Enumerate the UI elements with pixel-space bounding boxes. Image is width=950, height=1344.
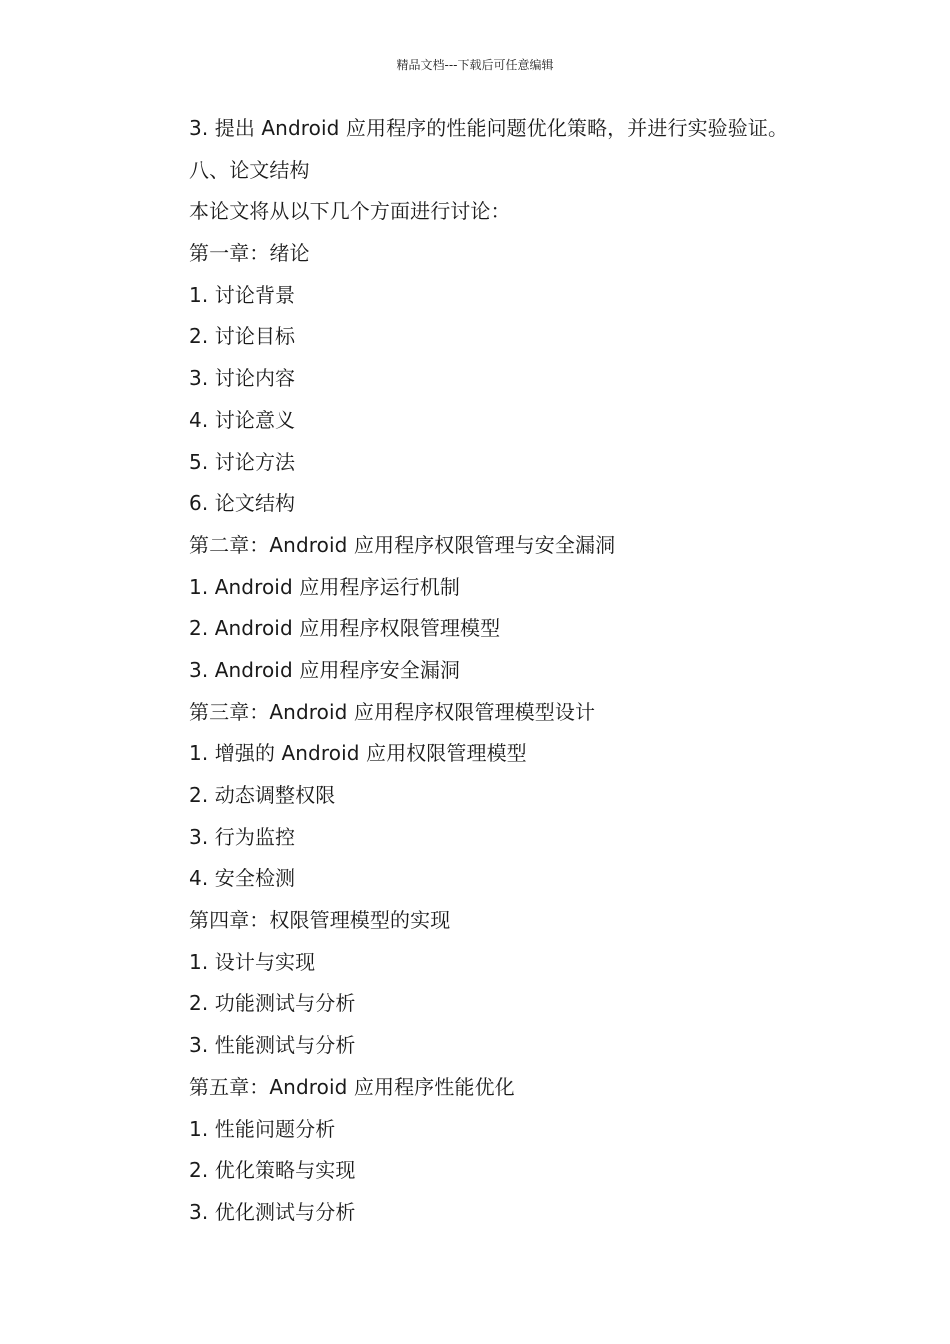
list-item: 3. 讨论内容 bbox=[189, 366, 296, 391]
list-item: 4. 安全检测 bbox=[189, 866, 296, 891]
list-item: 3. 优化测试与分析 bbox=[189, 1199, 356, 1224]
section-heading-thesis-structure: 八、论文结构 bbox=[189, 157, 310, 182]
list-item: 5. 讨论方法 bbox=[189, 449, 296, 474]
list-item-objective-3: 3. 提出 Android 应用程序的性能问题优化策略，并进行实验验证。 bbox=[189, 116, 789, 140]
document-body bbox=[189, 108, 889, 1234]
chapter-3-heading: 第三章：Android 应用程序权限管理模型设计 bbox=[189, 699, 596, 724]
list-item: 1. 设计与实现 bbox=[189, 949, 316, 974]
chapter-1-heading: 第一章：绪论 bbox=[189, 241, 310, 266]
list-item: 3. Android 应用程序安全漏洞 bbox=[189, 657, 461, 682]
intro-paragraph: 本论文将从以下几个方面进行讨论： bbox=[189, 199, 511, 224]
list-item: 1. Android 应用程序运行机制 bbox=[189, 574, 461, 599]
list-item: 6. 论文结构 bbox=[189, 491, 296, 516]
list-item: 3. 行为监控 bbox=[189, 824, 296, 849]
chapter-5-heading: 第五章：Android 应用程序性能优化 bbox=[189, 1074, 515, 1099]
list-item: 2. Android 应用程序权限管理模型 bbox=[189, 616, 501, 641]
list-item: 2. 动态调整权限 bbox=[189, 783, 336, 807]
list-item: 1. 增强的 Android 应用权限管理模型 bbox=[189, 741, 527, 766]
chapter-2-heading: 第二章：Android 应用程序权限管理与安全漏洞 bbox=[189, 532, 616, 557]
list-item: 2. 功能测试与分析 bbox=[189, 991, 356, 1016]
chapter-4-heading: 第四章：权限管理模型的实现 bbox=[189, 908, 451, 933]
list-item: 1. 性能问题分析 bbox=[189, 1116, 336, 1141]
list-item: 3. 性能测试与分析 bbox=[189, 1033, 356, 1058]
page-header: 精品文档---下载后可任意编辑 bbox=[396, 58, 554, 72]
list-item: 2. 优化策略与实现 bbox=[189, 1158, 356, 1183]
list-item: 4. 讨论意义 bbox=[189, 407, 296, 432]
list-item: 1. 讨论背景 bbox=[189, 282, 296, 307]
list-item: 2. 讨论目标 bbox=[189, 324, 296, 349]
